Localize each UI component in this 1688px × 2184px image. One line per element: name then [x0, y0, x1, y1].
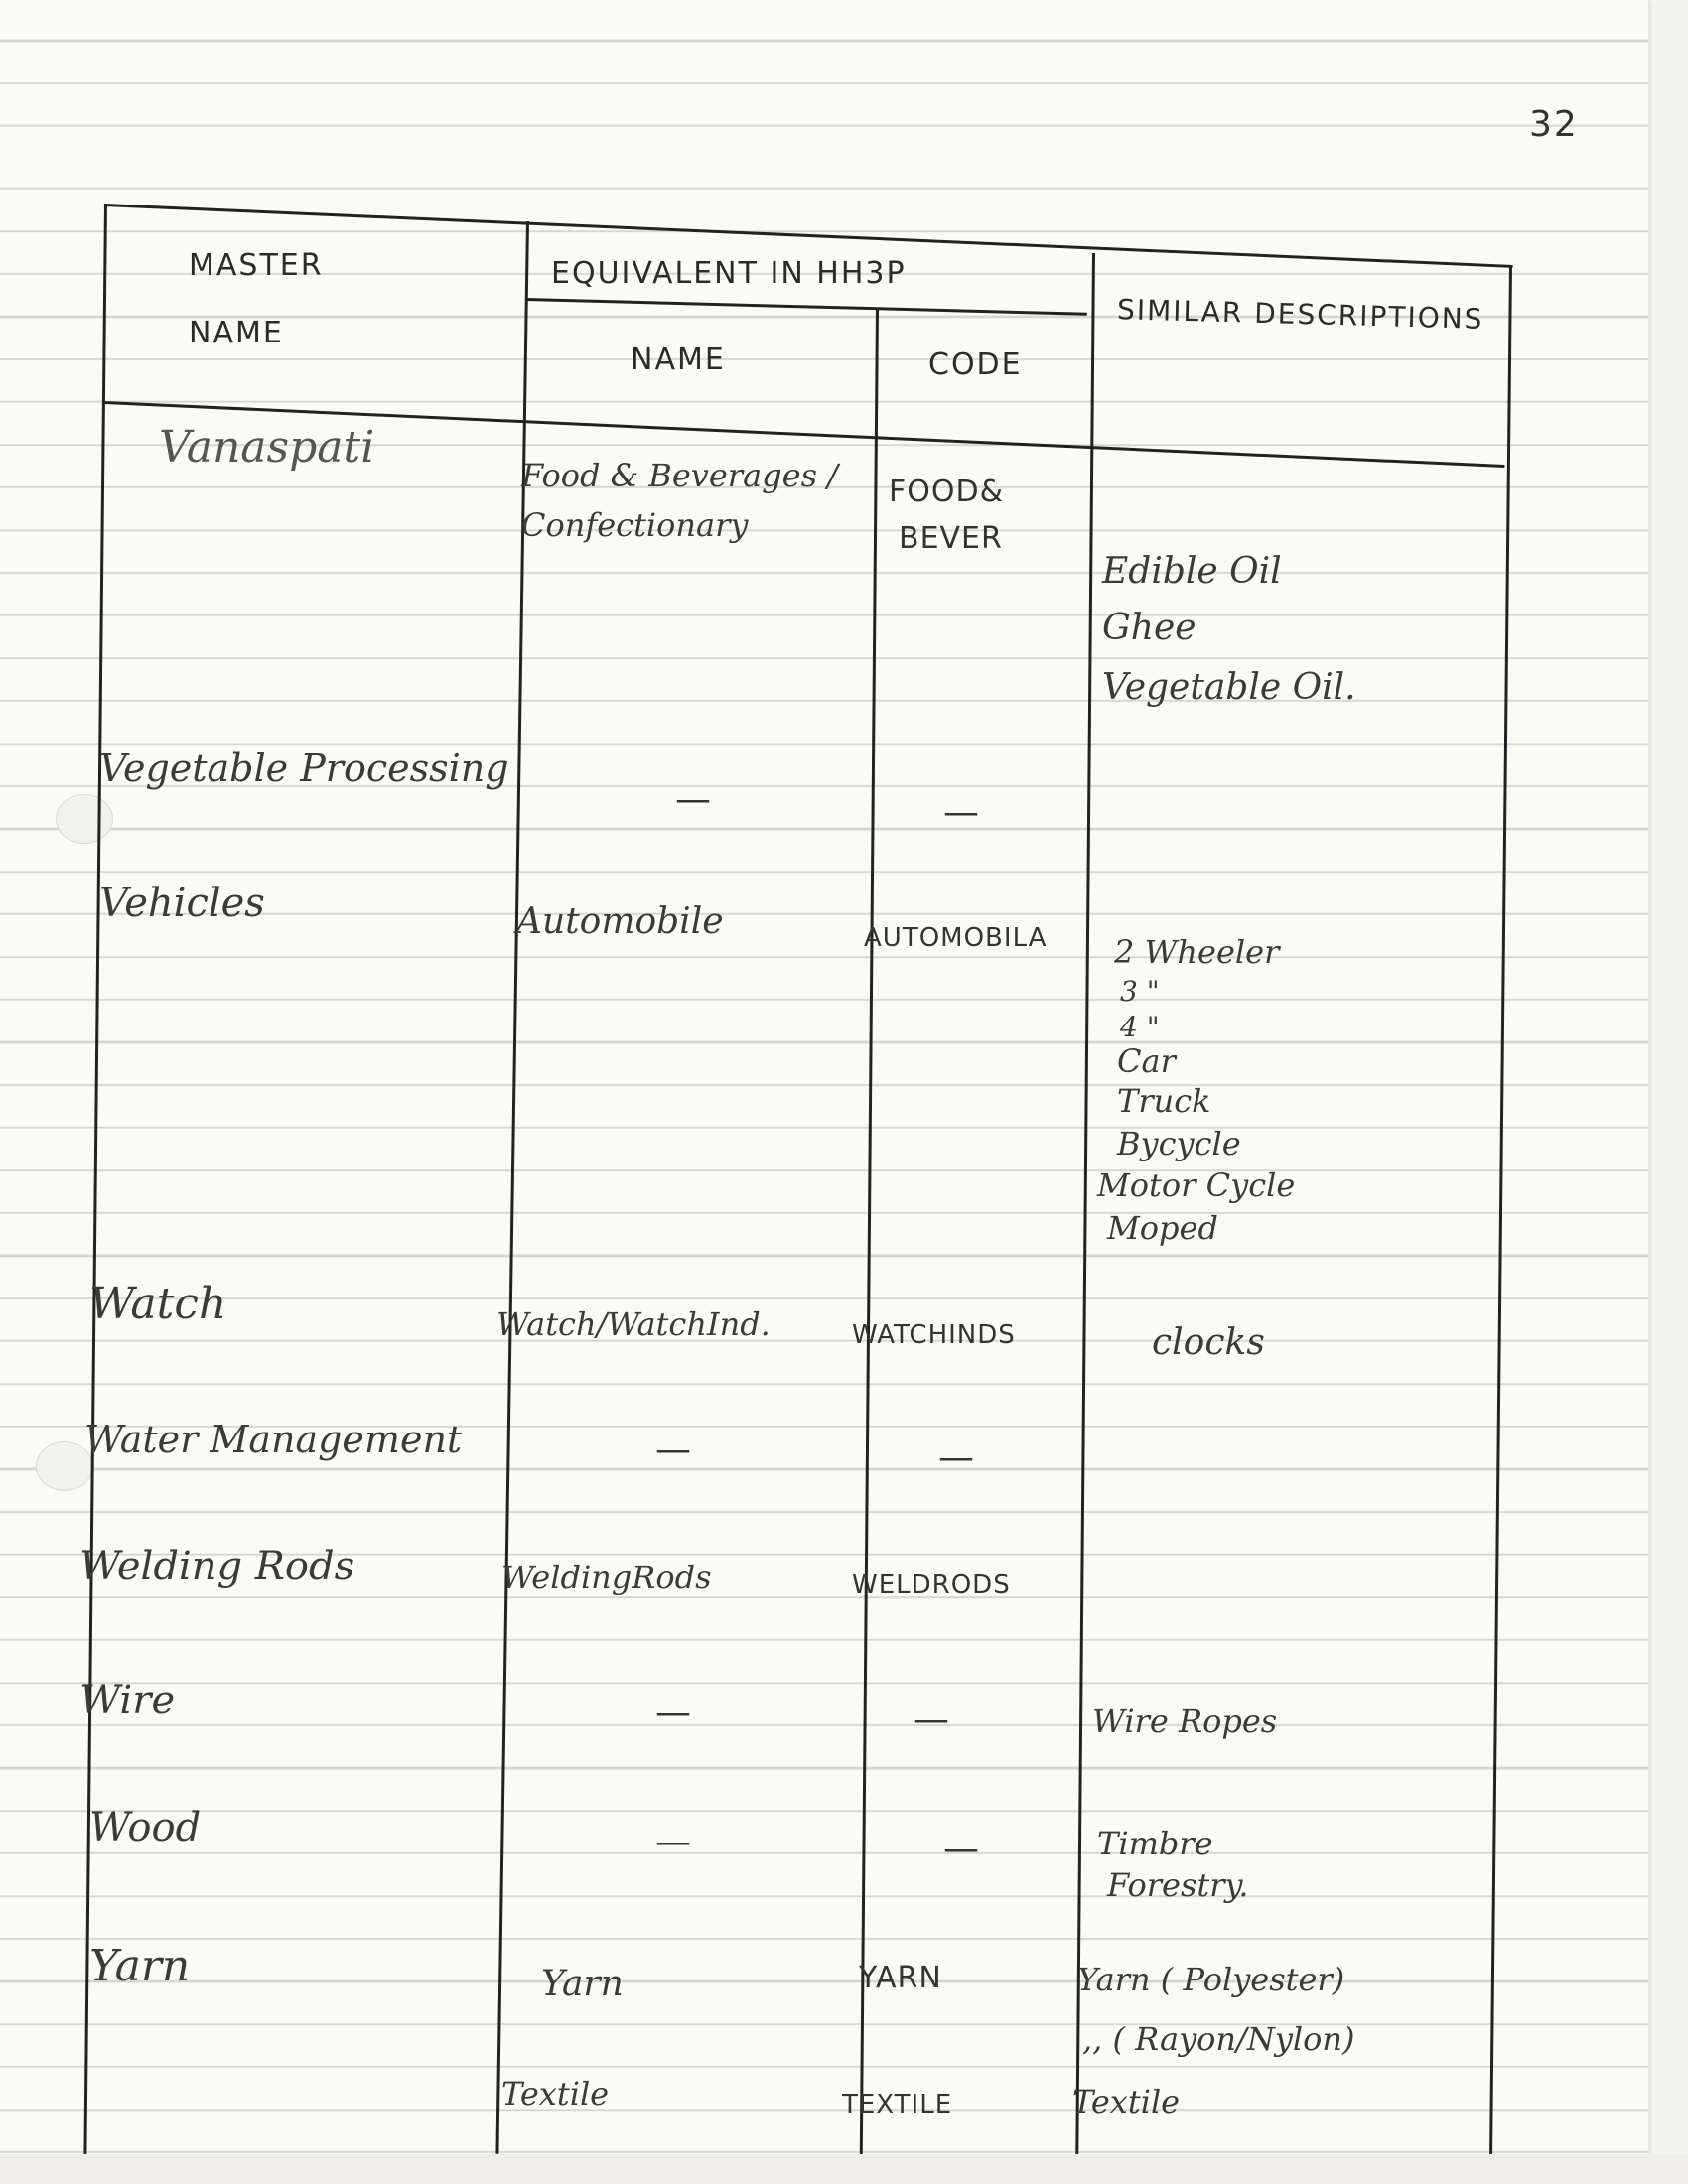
- equivalent-name: Watch/WatchInd.: [496, 1305, 771, 1343]
- master-name: Vanaspati: [159, 422, 375, 473]
- equivalent-code: TEXTILE: [842, 2090, 953, 2119]
- equivalent-code: YARN: [859, 1961, 942, 1995]
- master-name: Welding Rods: [79, 1544, 355, 1589]
- similar-description: Car: [1117, 1042, 1176, 1080]
- equivalent-name: Confectionary: [521, 506, 749, 544]
- similar-description: Textile: [1072, 2083, 1181, 2120]
- header-master: MASTER: [189, 248, 324, 283]
- master-name: Watch: [89, 1279, 227, 1329]
- similar-description: Edible Oil: [1102, 551, 1282, 592]
- similar-description: Wire Ropes: [1092, 1703, 1278, 1740]
- punch-hole-top: [56, 794, 113, 844]
- similar-description: 4 ": [1120, 1011, 1160, 1043]
- header-eq-name: NAME: [631, 342, 726, 377]
- similar-description: Truck: [1117, 1082, 1211, 1120]
- similar-description: 3 ": [1120, 975, 1160, 1008]
- header-eq-code: CODE: [928, 347, 1023, 382]
- equivalent-name: —: [655, 1822, 691, 1862]
- equivalent-name: Automobile: [516, 901, 724, 942]
- similar-description: Forestry.: [1107, 1866, 1249, 1904]
- equivalent-code: —: [914, 1700, 949, 1740]
- equivalent-code: WELDRODS: [852, 1570, 1011, 1600]
- equivalent-code: —: [943, 792, 979, 833]
- header-similar: SIMILAR DESCRIPTIONS: [1116, 293, 1484, 336]
- master-name: Yarn: [89, 1941, 191, 1991]
- similar-description: Bycycle: [1117, 1125, 1241, 1162]
- equivalent-name: —: [655, 1693, 691, 1733]
- equivalent-code: BEVER: [899, 521, 1003, 556]
- equivalent-code: AUTOMOBILA: [864, 923, 1048, 953]
- master-name: Water Management: [84, 1418, 463, 1461]
- equivalent-code: WATCHINDS: [852, 1320, 1016, 1350]
- equivalent-name: Textile: [501, 2075, 610, 2113]
- master-name: Vehicles: [99, 881, 265, 926]
- similar-description: Timbre: [1097, 1825, 1213, 1862]
- similar-description: Motor Cycle: [1097, 1166, 1296, 1204]
- master-name: Wire: [79, 1678, 175, 1723]
- master-name: Vegetable Processing: [99, 747, 509, 790]
- master-name: Wood: [89, 1805, 202, 1850]
- equivalent-name: WeldingRods: [501, 1559, 712, 1596]
- similar-description: clocks: [1152, 1322, 1265, 1363]
- equivalent-name: Yarn: [541, 1964, 624, 2004]
- equivalent-name: —: [655, 1430, 691, 1470]
- page-number: 32: [1529, 104, 1579, 145]
- similar-description: Vegetable Oil.: [1102, 667, 1356, 708]
- equivalent-name: Food & Beverages /: [521, 457, 838, 494]
- equivalent-code: —: [938, 1437, 974, 1478]
- header-master-name: NAME: [189, 316, 284, 350]
- similar-description: Moped: [1107, 1209, 1218, 1247]
- equivalent-name: —: [675, 779, 711, 820]
- scan-bottom-edge: [0, 2154, 1688, 2184]
- similar-description: ,, ( Rayon/Nylon): [1082, 2020, 1355, 2058]
- equivalent-code: —: [943, 1829, 979, 1869]
- similar-description: 2 Wheeler: [1114, 933, 1280, 971]
- header-equivalent: EQUIVALENT IN HH3P: [551, 256, 907, 291]
- similar-description: Yarn ( Polyester): [1077, 1961, 1345, 1998]
- similar-description: Ghee: [1102, 608, 1196, 648]
- equivalent-code: FOOD&: [889, 475, 1004, 509]
